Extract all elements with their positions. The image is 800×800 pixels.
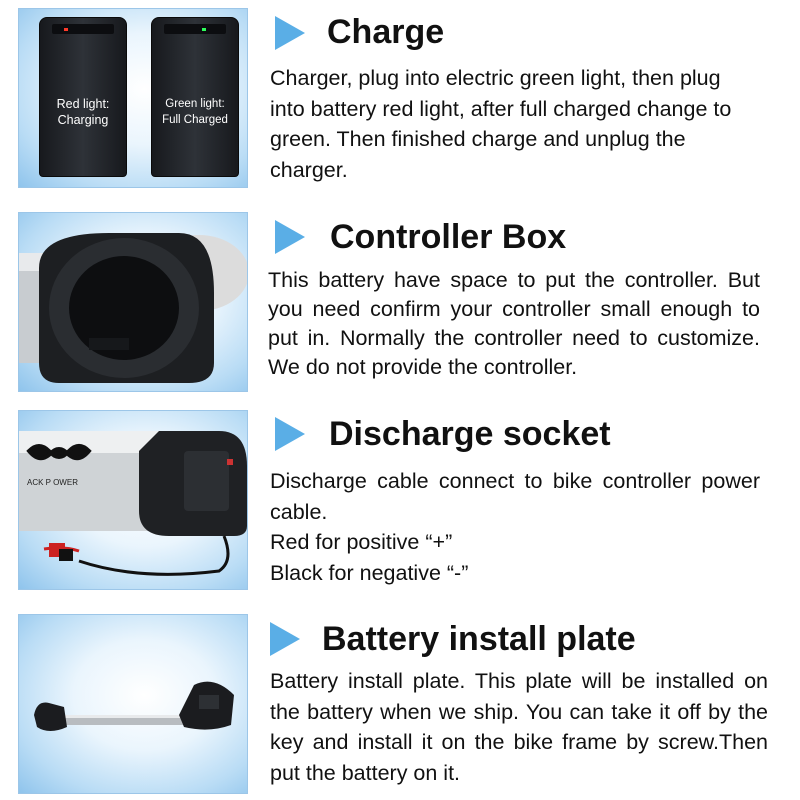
- section-text-charge: Charger, plug into electric green light, then plug into battery red light, after full charged change to green. Then finished charge and unplug the charger.: [270, 66, 732, 182]
- green-light-label: Green light: Full Charged: [162, 98, 228, 126]
- triangle-arrow-icon: [275, 220, 305, 254]
- section-battery-install-plate: [0, 600, 800, 800]
- section-text-controller-box: This battery have space to put the controller. But you need confirm your controller small enough to put in. Normally the controller need to customize. We do not provide the controller.: [268, 268, 760, 379]
- triangle-arrow-icon: [275, 16, 305, 50]
- triangle-arrow-icon: [270, 622, 300, 656]
- triangle-arrow-icon: [275, 417, 305, 451]
- section-title-discharge-socket: Discharge socket: [329, 415, 611, 453]
- section-title-controller-box: Controller Box: [330, 218, 567, 256]
- controller-box-image: [19, 213, 248, 392]
- section-text-discharge-socket-line-1: Discharge cable connect to bike controller power cable.: [270, 469, 760, 524]
- section-discharge-socket: [0, 400, 800, 600]
- discharge-socket-image: [19, 411, 248, 590]
- install-plate-photo: [18, 614, 248, 794]
- battery-charging-image: [39, 17, 127, 177]
- brand-label: ACK P OWER: [27, 478, 78, 487]
- section-charge: [0, 0, 800, 200]
- discharge-socket-photo: [18, 410, 248, 590]
- controller-box-photo: [18, 212, 248, 392]
- section-text-battery-install-plate: Battery install plate. This plate will be installed on the battery when we ship. You can take it off by the key and install it on the bike frame by screw.Then put the battery on it.: [270, 669, 768, 785]
- section-text-discharge-socket-line-3: Black for negative “-”: [270, 561, 469, 585]
- section-text-discharge-socket-line-2: Red for positive “+”: [270, 530, 453, 554]
- section-title-charge: Charge: [327, 13, 445, 51]
- install-plate-image: [19, 615, 248, 794]
- red-light-label: Red light: Charging: [56, 97, 110, 127]
- battery-charged-image: [151, 17, 239, 177]
- section-title-battery-install-plate: Battery install plate: [322, 620, 636, 658]
- section-controller-box: [0, 200, 800, 400]
- charge-photo: [18, 8, 248, 188]
